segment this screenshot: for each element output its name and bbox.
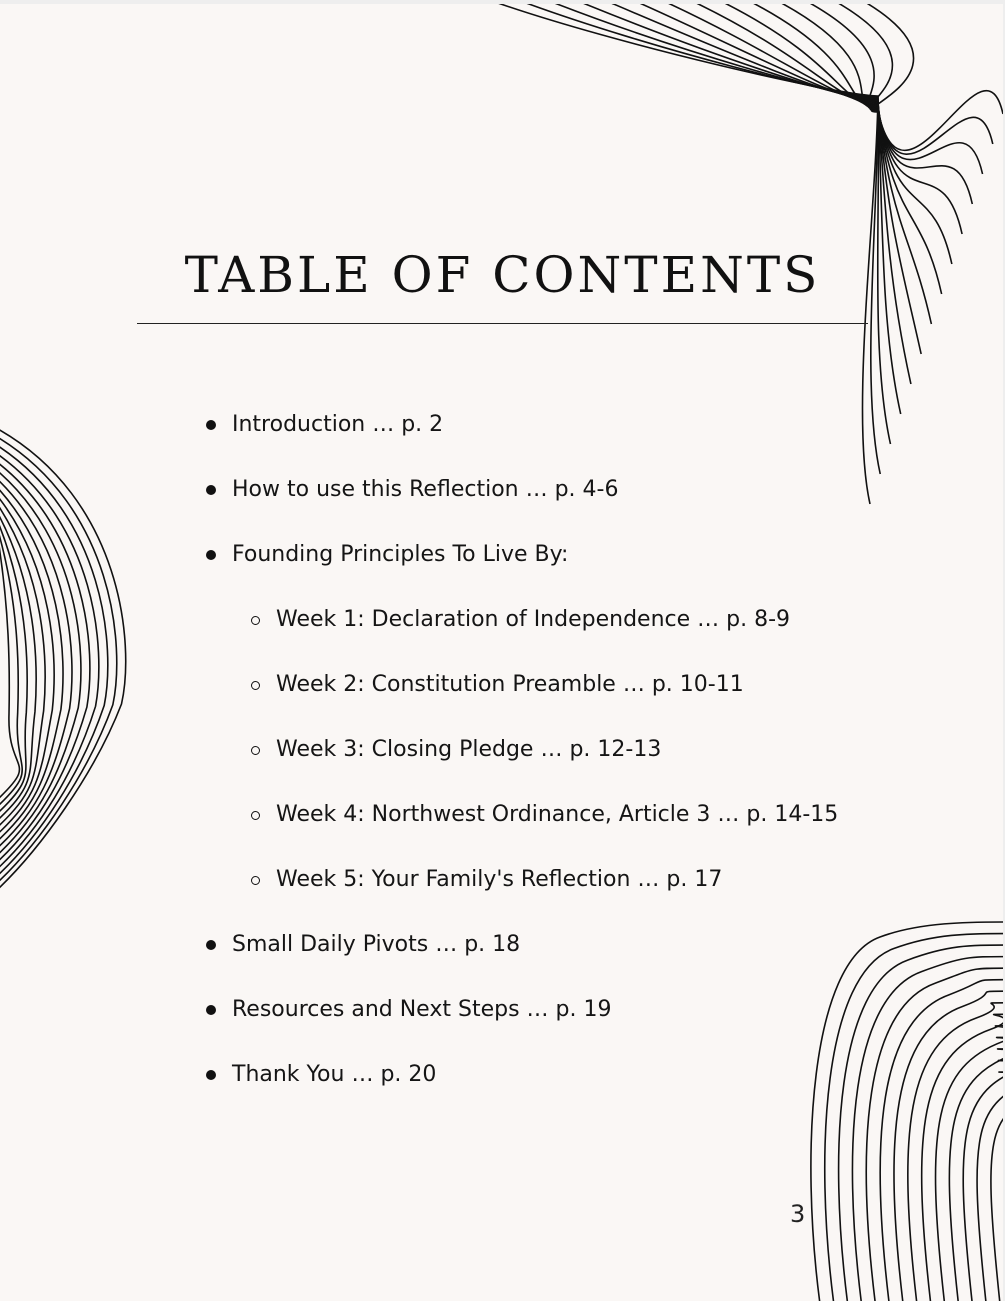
toc-item-label: Week 5: Your Family's Reflection … p. 17 [276,867,723,892]
decorative-line [949,1037,1003,1301]
title-divider [137,323,868,324]
toc-subitem-week-4 [276,800,838,830]
toc-item-introduction [232,410,443,440]
toc-item-founding-principles [232,540,568,570]
toc-subitem-week-1 [276,605,790,635]
decorative-line [808,4,982,174]
toc-item-label: Founding Principles To Live By: [232,542,569,567]
line-art-decoration [0,4,1003,1301]
hollow-bullet-icon [251,811,260,820]
decorative-line [0,522,27,813]
toc-item-label: Week 1: Declaration of Independence … p. 8-9 [276,607,791,632]
bottom-right-line-art [811,922,1003,1301]
left-line-art [0,429,126,889]
decorative-line [866,968,1003,1301]
hollow-bullet-icon [251,681,260,690]
toc-item-thank-you [232,1060,436,1090]
decorative-line [0,454,99,868]
toc-item-resources [232,995,611,1025]
bullet-icon [206,1070,216,1080]
decorative-line [825,934,1003,1301]
toc-subitem-week-3 [276,735,661,765]
toc-item-label: Week 4: Northwest Ordinance, Article 3 … p. 14-15 [276,802,839,827]
bullet-icon [206,940,216,950]
toc-subitem-week-5 [276,865,722,895]
page-title: TABLE OF CONTENTS [184,246,821,304]
bullet-icon [206,420,216,430]
decorative-line [894,991,1003,1301]
toc-item-how-to-use [232,475,618,505]
bullet-icon [206,550,216,560]
toc-item-small-daily-pivots [232,930,520,960]
hollow-bullet-icon [251,616,260,625]
toc-item-label: Week 2: Constitution Preamble … p. 10-11 [276,672,744,697]
toc-item-label: Small Daily Pivots … p. 18 [232,932,521,957]
decorative-line [865,4,1003,150]
hollow-bullet-icon [251,876,260,885]
toc-subitem-week-2 [276,670,744,700]
decorative-line [922,1014,1003,1301]
toc-item-label: Introduction … p. 2 [232,412,444,437]
decorative-line [0,505,45,827]
toc-item-label: Thank You … p. 20 [232,1062,437,1087]
hollow-bullet-icon [251,746,260,755]
toc-item-label: Week 3: Closing Pledge … p. 12-13 [276,737,662,762]
decorative-line [936,1026,1003,1301]
decorative-line [523,4,880,474]
page-number: 3 [790,1200,806,1228]
bullet-icon [206,485,216,495]
decorative-line [839,945,1003,1301]
toc-item-label: How to use this Reflection … p. 4-6 [232,477,619,502]
bullet-icon [206,1005,216,1015]
document-page [0,4,1003,1301]
toc-item-label: Resources and Next Steps … p. 19 [232,997,612,1022]
